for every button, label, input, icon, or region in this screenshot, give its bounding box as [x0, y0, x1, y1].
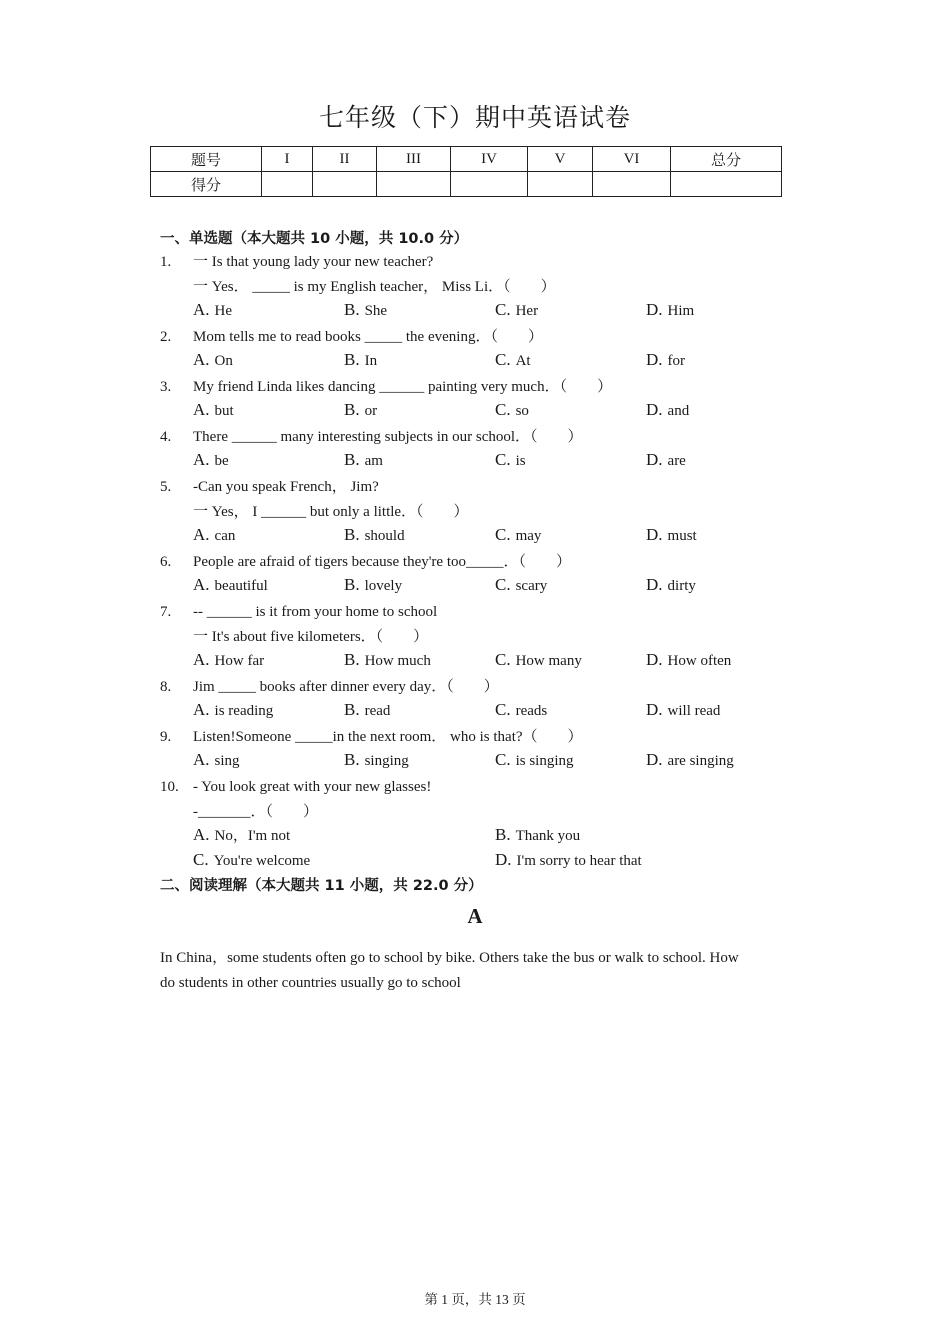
option-letter: A.: [193, 700, 210, 719]
option-letter: B.: [344, 400, 360, 419]
score-cell: [593, 172, 671, 197]
answer-option: [193, 400, 234, 421]
score-cell: [451, 172, 528, 197]
answer-option: [344, 350, 377, 371]
option-letter: A.: [193, 450, 210, 469]
option-letter: C.: [495, 750, 511, 769]
option-letter: C.: [495, 575, 511, 594]
option-letter: A.: [193, 350, 210, 369]
answer-option: [495, 700, 547, 721]
question-text: There ______ many interesting subjects in our school．（ ）: [193, 429, 583, 445]
answer-option: [646, 525, 697, 546]
answer-option: [495, 350, 531, 371]
score-cell: [262, 172, 313, 197]
answer-option: [344, 525, 405, 546]
answer-option: [344, 750, 409, 771]
score-cell: [313, 172, 377, 197]
option-letter: B.: [344, 350, 360, 369]
header-cell: IV: [451, 147, 528, 172]
option-letter: C.: [495, 700, 511, 719]
option-letter: C.: [495, 450, 511, 469]
answer-option: [495, 450, 526, 471]
answer-option: [344, 575, 402, 596]
answer-option: [193, 575, 268, 596]
question-number: 8.: [160, 679, 172, 695]
answer-option: [495, 400, 529, 421]
option-text: Him: [667, 303, 695, 319]
option-text: beautiful: [214, 578, 268, 594]
option-text: is singing: [515, 753, 574, 769]
question-number: 10.: [160, 779, 179, 795]
option-text: No，I'm not: [214, 828, 291, 844]
option-text: is reading: [214, 703, 274, 719]
page-footer: 第 1 页，共 13 页: [424, 1292, 526, 1307]
option-letter: B.: [344, 525, 360, 544]
option-letter: A.: [193, 750, 210, 769]
option-letter: C.: [495, 400, 511, 419]
option-letter: C.: [495, 650, 511, 669]
answer-option: [193, 525, 235, 546]
answer-option: [495, 300, 538, 321]
answer-option: [646, 650, 731, 671]
answer-option: [193, 350, 233, 371]
option-letter: C.: [495, 525, 511, 544]
answer-option: [344, 400, 377, 421]
option-letter: A.: [193, 575, 210, 594]
option-letter: B.: [344, 450, 360, 469]
answer-option: [495, 575, 547, 596]
header-cell: II: [313, 147, 377, 172]
option-letter: D.: [646, 450, 663, 469]
option-text: must: [667, 528, 697, 544]
answer-option: [646, 700, 720, 721]
option-text: How much: [364, 653, 431, 669]
section-heading-single-choice: 一、单选题（本大题共 10 小题，共 10.0 分）: [160, 231, 469, 247]
question-text: Jim _____ books after dinner every day．（ ）: [193, 679, 499, 695]
question-number: 6.: [160, 554, 172, 570]
question-number: 1.: [160, 254, 172, 270]
answer-option: [344, 700, 390, 721]
question-text: -Can you speak French， Jim?: [193, 479, 379, 495]
answer-option: [344, 450, 383, 471]
answer-option: [193, 825, 290, 846]
option-text: are singing: [667, 753, 734, 769]
option-text: or: [364, 403, 378, 419]
option-text: I'm sorry to hear that: [516, 853, 642, 869]
option-text: read: [364, 703, 391, 719]
question-text: -- ______ is it from your home to school: [193, 604, 438, 620]
option-text: but: [214, 403, 234, 419]
question-text: 一 Is that young lady your new teacher?: [193, 254, 434, 270]
option-letter: D.: [646, 300, 663, 319]
question-text: Mom tells me to read books _____ the evening．（ ）: [193, 329, 543, 345]
option-letter: D.: [646, 400, 663, 419]
option-text: can: [214, 528, 236, 544]
option-letter: D.: [646, 350, 663, 369]
option-text: He: [214, 303, 233, 319]
option-letter: D.: [646, 700, 663, 719]
answer-option: [646, 400, 689, 421]
question-text: People are afraid of tigers because they're too_____．（ ）: [193, 554, 571, 570]
header-cell: VI: [593, 147, 671, 172]
answer-option: [495, 525, 541, 546]
page-title: 七年级（下）期中英语试卷: [318, 103, 631, 132]
option-text: She: [364, 303, 388, 319]
section-heading-reading: 二、阅读理解（本大题共 11 小题，共 22.0 分）: [160, 878, 483, 894]
option-text: sing: [214, 753, 240, 769]
option-letter: D.: [646, 750, 663, 769]
answer-option: [193, 450, 229, 471]
question-number: 4.: [160, 429, 172, 445]
option-text: How far: [214, 653, 265, 669]
option-letter: D.: [646, 525, 663, 544]
question-text: - You look great with your new glasses!: [193, 779, 432, 795]
option-text: am: [364, 453, 383, 469]
score-cell: [377, 172, 451, 197]
option-text: may: [515, 528, 542, 544]
option-letter: B.: [344, 575, 360, 594]
option-text: scary: [515, 578, 548, 594]
option-text: for: [667, 353, 686, 369]
score-table-header-row: [151, 147, 782, 172]
option-text: How many: [515, 653, 582, 669]
question-text: 一 Yes． _____ is my English teacher， Miss Li．（ ）: [193, 279, 556, 295]
option-text: On: [214, 353, 233, 369]
question-number: 7.: [160, 604, 172, 620]
option-letter: D.: [646, 650, 663, 669]
header-cell: V: [528, 147, 593, 172]
option-letter: A.: [193, 825, 210, 844]
score-cell: [528, 172, 593, 197]
question-text: My friend Linda likes dancing ______ painting very much．（ ）: [193, 379, 613, 395]
row-label: 得分: [151, 172, 262, 197]
passage-line: In China，some students often go to school by bike. Others take the bus or walk to school. How: [160, 950, 739, 966]
answer-option: [646, 750, 734, 771]
answer-option: [193, 700, 273, 721]
answer-option: [193, 300, 232, 321]
option-letter: C.: [193, 850, 209, 869]
option-letter: B.: [344, 650, 360, 669]
answer-option: [495, 850, 642, 871]
option-text: dirty: [667, 578, 696, 594]
option-text: and: [667, 403, 690, 419]
header-cell: I: [262, 147, 313, 172]
option-letter: B.: [344, 300, 360, 319]
header-cell: 题号: [151, 147, 262, 172]
option-text: At: [515, 353, 531, 369]
option-letter: D.: [646, 575, 663, 594]
answer-option: [495, 650, 582, 671]
answer-option: [646, 575, 696, 596]
option-letter: A.: [193, 400, 210, 419]
question-number: 3.: [160, 379, 172, 395]
option-text: You're welcome: [213, 853, 311, 869]
option-letter: B.: [344, 700, 360, 719]
score-table-score-row: [151, 172, 782, 197]
question-text: 一 It's about five kilometers．（ ）: [193, 629, 429, 645]
option-letter: C.: [495, 350, 511, 369]
option-text: be: [214, 453, 229, 469]
score-table: [150, 146, 782, 197]
option-letter: C.: [495, 300, 511, 319]
option-text: lovely: [364, 578, 403, 594]
option-text: Her: [515, 303, 539, 319]
option-text: In: [364, 353, 378, 369]
question-number: 5.: [160, 479, 172, 495]
option-text: so: [515, 403, 529, 419]
score-cell: [671, 172, 782, 197]
answer-option: [344, 300, 387, 321]
option-text: should: [364, 528, 405, 544]
option-text: How often: [667, 653, 732, 669]
option-text: reads: [515, 703, 548, 719]
answer-option: [193, 850, 310, 871]
passage-heading: A: [467, 904, 483, 928]
header-cell: 总分: [671, 147, 782, 172]
question-text: -_______．（ ）: [193, 804, 318, 820]
answer-option: [646, 450, 686, 471]
question-text: Listen!Someone _____in the next room． who is that?（ ）: [193, 729, 583, 745]
option-text: is: [515, 453, 526, 469]
answer-option: [193, 750, 240, 771]
option-letter: A.: [193, 650, 210, 669]
header-cell: III: [377, 147, 451, 172]
option-letter: B.: [495, 825, 511, 844]
option-text: are: [667, 453, 686, 469]
question-number: 9.: [160, 729, 172, 745]
answer-option: [344, 650, 431, 671]
option-text: will read: [667, 703, 721, 719]
question-text: 一 Yes， I ______ but only a little．（ ）: [193, 504, 469, 520]
answer-option: [495, 750, 574, 771]
answer-option: [646, 350, 685, 371]
option-letter: D.: [495, 850, 512, 869]
option-letter: A.: [193, 300, 210, 319]
passage-line: do students in other countries usually go to school: [160, 975, 461, 991]
option-text: singing: [364, 753, 409, 769]
answer-option: [193, 650, 264, 671]
answer-option: [646, 300, 694, 321]
question-number: 2.: [160, 329, 172, 345]
option-letter: A.: [193, 525, 210, 544]
option-letter: B.: [344, 750, 360, 769]
option-text: Thank you: [515, 828, 581, 844]
answer-option: [495, 825, 580, 846]
